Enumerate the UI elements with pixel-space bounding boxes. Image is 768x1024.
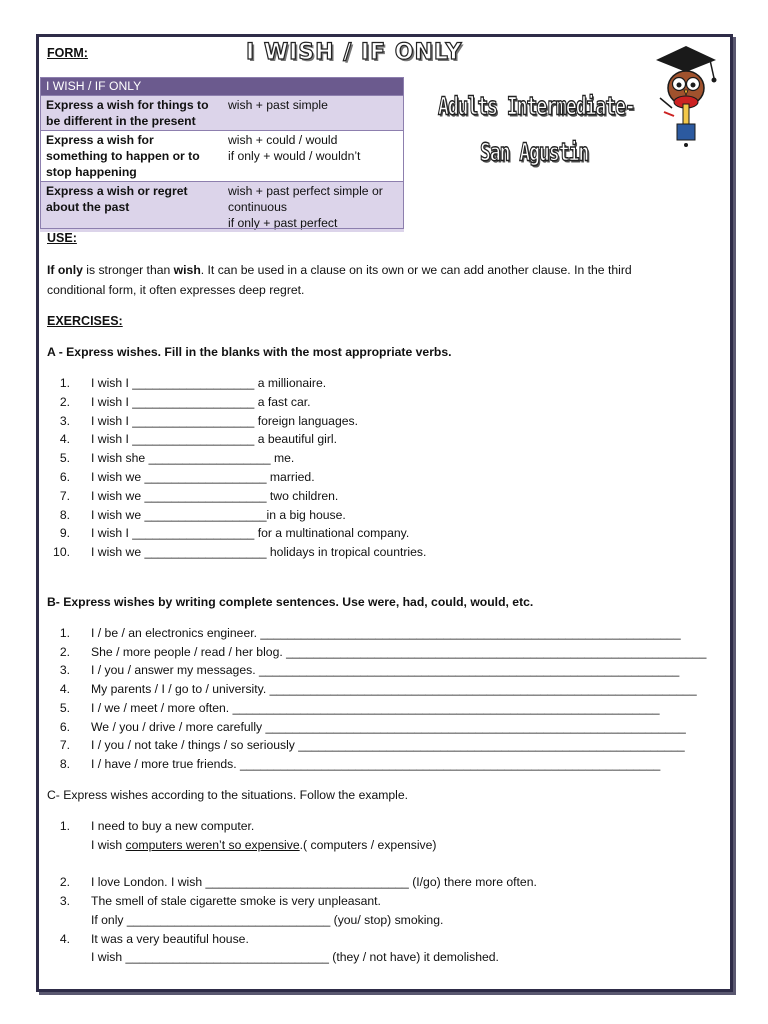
use-bold-if-only: If only [47, 263, 83, 277]
section-a-title: A - Express wishes. Fill in the blanks with the most appropriate verbs. [47, 345, 452, 359]
item-text: It was a very beautiful house. [91, 932, 249, 946]
item-number: 2. [59, 644, 70, 659]
item-number: 4. [59, 682, 70, 697]
item-text: My parents / I / go to / university. _______________________________________________________________ [91, 682, 697, 697]
item-number: 10. [53, 545, 70, 560]
item-text: I / have / more true friends. ______________________________________________________________ [91, 756, 661, 771]
item-text: I / be / an electronics engineer. ______________________________________________________________ [91, 626, 681, 640]
use-text: . It can be used in a clause on its own or we can add another clause. In the third conditional form, it often expresses deep regret. [47, 263, 632, 297]
exercises-heading: EXERCISES: [47, 314, 123, 328]
example-answer: computers weren’t so expensive [125, 838, 300, 852]
item-number: 1. [59, 376, 70, 390]
item-number: 2. [59, 394, 70, 409]
use-paragraph [47, 261, 687, 300]
subtitle-course: Adults Intermediate- [438, 92, 635, 122]
item-number: 8. [59, 756, 70, 771]
table-row [40, 182, 404, 233]
use-heading: USE: [47, 231, 77, 245]
item-number: 4. [59, 432, 70, 447]
section-b-title: B- Express wishes by writing complete sentences. Use were, had, could, would, etc. [47, 595, 534, 609]
item-number: 3. [59, 413, 70, 428]
form-heading: FORM: [47, 46, 88, 60]
subtitle-location: San Agustin [480, 138, 589, 168]
item-text: I wish I __________________ a beautiful girl. [91, 432, 337, 447]
example-answer-line [91, 838, 436, 852]
form-rule: if only + past perfect [228, 216, 338, 230]
item-text: We / you / drive / more carefully ______________________________________________________________ [91, 719, 686, 734]
table-cell-form [222, 131, 404, 182]
use-text: is stronger than [82, 263, 174, 277]
item-number: 1. [59, 626, 70, 640]
form-rule: wish + past perfect simple or continuous [228, 184, 383, 214]
item-text: If only ______________________________ (you/ stop) smoking. [91, 913, 444, 927]
form-rule: if only + would / wouldn’t [228, 149, 361, 163]
item-text: I / you / answer my messages. ______________________________________________________________ [91, 663, 680, 678]
use-bold-wish: wish [173, 263, 201, 277]
form-table-header: I WISH / IF ONLY [40, 77, 404, 96]
item-text: I wish she __________________ me. [91, 451, 295, 466]
table-row [40, 96, 404, 131]
item-text: I need to buy a new computer. [91, 819, 255, 833]
item-number: 6. [59, 719, 70, 734]
table-cell-form [222, 96, 404, 131]
item-text: I / you / not take / things / so seriously _________________________________________________________ [91, 738, 685, 753]
table-cell-label: Express a wish for something to happen or to stop happening [40, 131, 222, 182]
item-text: I wish we __________________ two children. [91, 488, 339, 503]
item-text: I / we / meet / more often. _______________________________________________________________ [91, 700, 660, 715]
table-cell-form [222, 182, 404, 233]
item-number: 3. [59, 663, 70, 678]
item-text: I wish I __________________ foreign languages. [91, 413, 358, 428]
item-text: I wish we __________________ holidays in tropical countries. [91, 545, 427, 560]
item-text: .( computers / expensive) [299, 838, 437, 852]
worksheet-title: I WISH / IF ONLY [246, 40, 463, 65]
item-text: I wish [91, 838, 126, 852]
table-row [40, 131, 404, 182]
item-text: I wish I __________________ a millionaire. [91, 376, 327, 390]
form-rule: wish + past simple [228, 98, 328, 112]
item-number: 8. [59, 507, 70, 522]
form-rule: wish + could / would [228, 133, 338, 147]
item-number: 6. [59, 470, 70, 484]
item-text: I wish I __________________ a fast car. [91, 394, 311, 409]
table-cell-label: Express a wish for things to be different in the present [40, 96, 222, 131]
item-number: 3. [59, 894, 70, 908]
form-table [40, 77, 404, 232]
item-text: I wish ______________________________ (they / not have) it demolished. [91, 950, 499, 964]
item-number: 7. [59, 488, 70, 503]
item-number: 9. [59, 526, 70, 541]
item-number: 1. [59, 819, 70, 833]
table-cell-label: Express a wish or regret about the past [40, 182, 222, 233]
section-c-title: C- Express wishes according to the situations. Follow the example. [47, 788, 409, 802]
item-number: 7. [59, 738, 70, 753]
item-text: The smell of stale cigarette smoke is very unpleasant. [91, 894, 381, 908]
item-number: 4. [59, 932, 70, 946]
owl-graduate-icon [650, 42, 722, 150]
item-number: 2. [59, 875, 70, 889]
item-text: I wish I __________________ for a multinational company. [91, 526, 410, 541]
item-number: 5. [59, 451, 70, 466]
item-text: I wish we __________________in a big house. [91, 507, 346, 522]
item-text: I wish we __________________ married. [91, 470, 315, 484]
item-text: She / more people / read / her blog. ______________________________________________________________ [91, 644, 707, 659]
item-text: I love London. I wish ______________________________ (I/go) there more often. [91, 875, 537, 889]
item-number: 5. [59, 700, 70, 715]
